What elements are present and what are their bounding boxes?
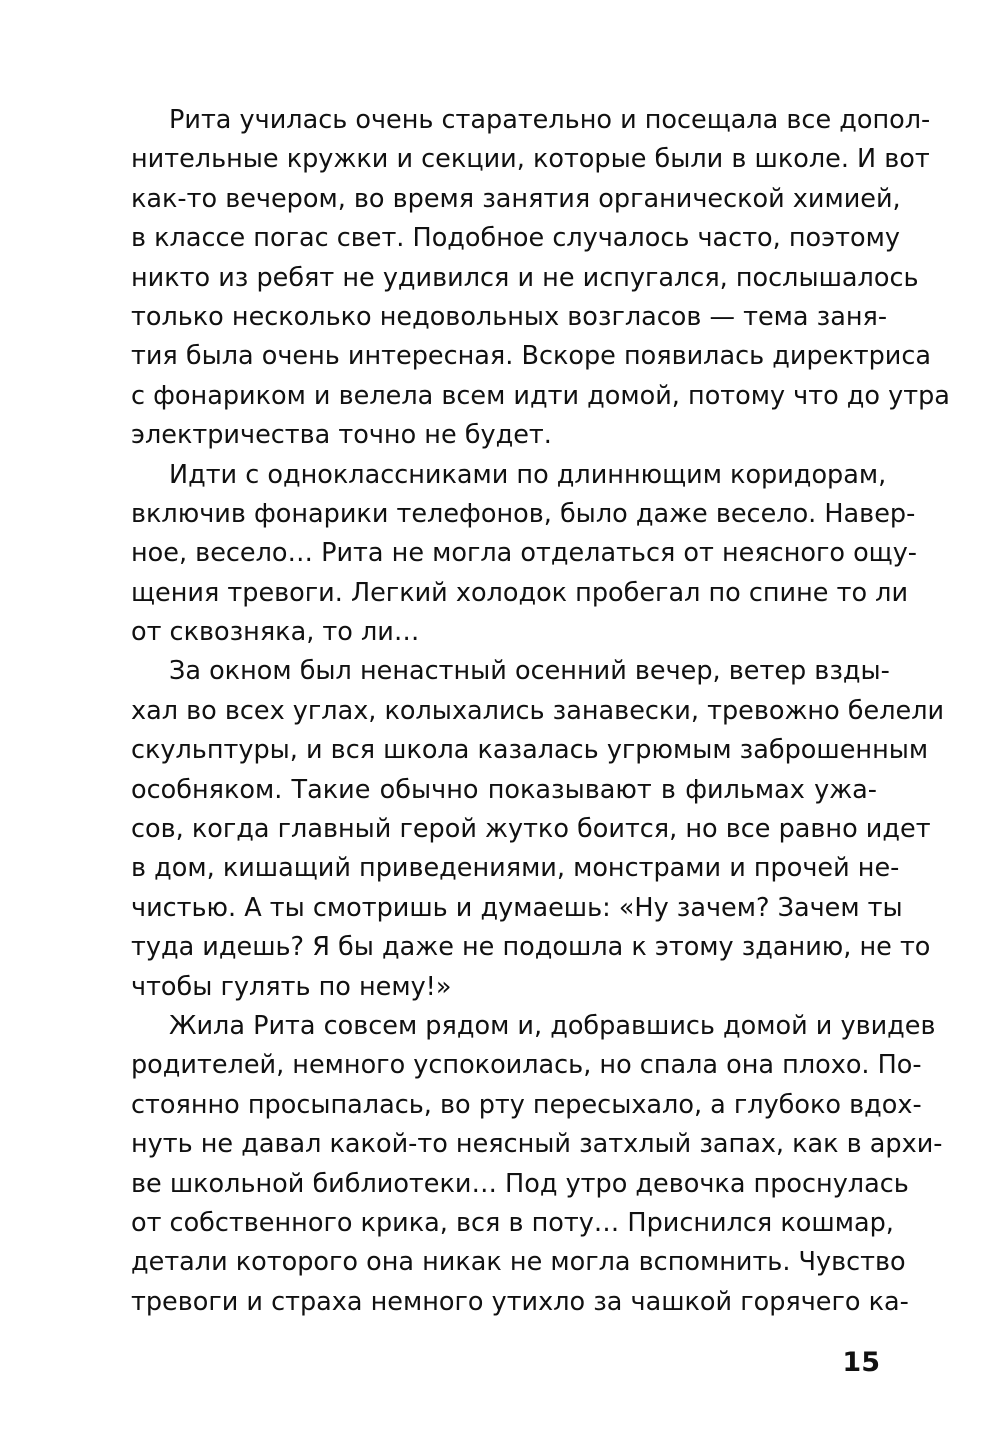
text-line: тия была очень интересная. Вскоре появилась директриса bbox=[131, 341, 931, 372]
text-line: стоянно просыпалась, во рту пересыхало, а глубоко вдох- bbox=[131, 1089, 922, 1120]
text-line: щения тревоги. Легкий холодок пробегал по спине то ли bbox=[131, 577, 909, 608]
text-line: никто из ребят не удивился и не испугался, послышалось bbox=[131, 262, 919, 293]
text-line: сов, когда главный герой жутко боится, но все равно идет bbox=[131, 814, 931, 845]
text-line: Жила Рита совсем рядом и, добравшись домой и увидев bbox=[169, 1010, 936, 1041]
text-line: чистью. А ты смотришь и думаешь: «Ну зачем? Зачем ты bbox=[131, 892, 903, 923]
text-line: тревоги и страха немного утихло за чашкой горячего ка- bbox=[131, 1286, 909, 1317]
text-line: от сквозняка, то ли… bbox=[131, 617, 420, 648]
text-line: в классе погас свет. Подобное случалось часто, поэтому bbox=[131, 223, 900, 254]
text-line: ве школьной библиотеки… Под утро девочка проснулась bbox=[131, 1168, 909, 1199]
text-line: с фонариком и велела всем идти домой, потому что до утра bbox=[131, 380, 950, 411]
text-line: Рита училась очень старательно и посещала все допол- bbox=[169, 105, 931, 135]
body-text bbox=[131, 101, 950, 1322]
text-line: от собственного крика, вся в поту… Приснился кошмар, bbox=[131, 1207, 894, 1238]
text-line: только несколько недовольных возгласов — тема заня- bbox=[131, 301, 888, 332]
text-line: чтобы гулять по нему!» bbox=[131, 971, 452, 1002]
text-line: За окном был ненастный осенний вечер, ветер взды- bbox=[169, 656, 890, 687]
text-line: Идти с одноклассниками по длиннющим коридорам, bbox=[169, 459, 887, 490]
text-line: электричества точно не будет. bbox=[131, 420, 552, 451]
text-line: как-то вечером, во время занятия органической химией, bbox=[131, 183, 901, 214]
text-line: нительные кружки и секции, которые были в школе. И вот bbox=[131, 144, 930, 175]
text-line: ное, весело… Рита не могла отделаться от неясного ощу- bbox=[131, 538, 917, 569]
page-number: 15 bbox=[842, 1347, 880, 1378]
text-line: особняком. Такие обычно показывают в фильмах ужа- bbox=[131, 774, 877, 805]
text-line: детали которого она никак не могла вспомнить. Чувство bbox=[131, 1247, 906, 1278]
text-line: хал во всех углах, колыхались занавески, тревожно белели bbox=[131, 695, 945, 726]
text-line: родителей, немного успокоилась, но спала она плохо. По- bbox=[131, 1050, 922, 1081]
text-line: включив фонарики телефонов, было даже весело. Навер- bbox=[131, 498, 916, 529]
text-line: в дом, кишащий приведениями, монстрами и прочей не- bbox=[131, 853, 900, 884]
text-line: скульптуры, и вся школа казалась угрюмым заброшенным bbox=[131, 735, 929, 766]
text-line: нуть не давал какой-то неясный затхлый запах, как в архи- bbox=[131, 1129, 943, 1160]
text-line: туда идешь? Я бы даже не подошла к этому зданию, не то bbox=[131, 932, 931, 963]
